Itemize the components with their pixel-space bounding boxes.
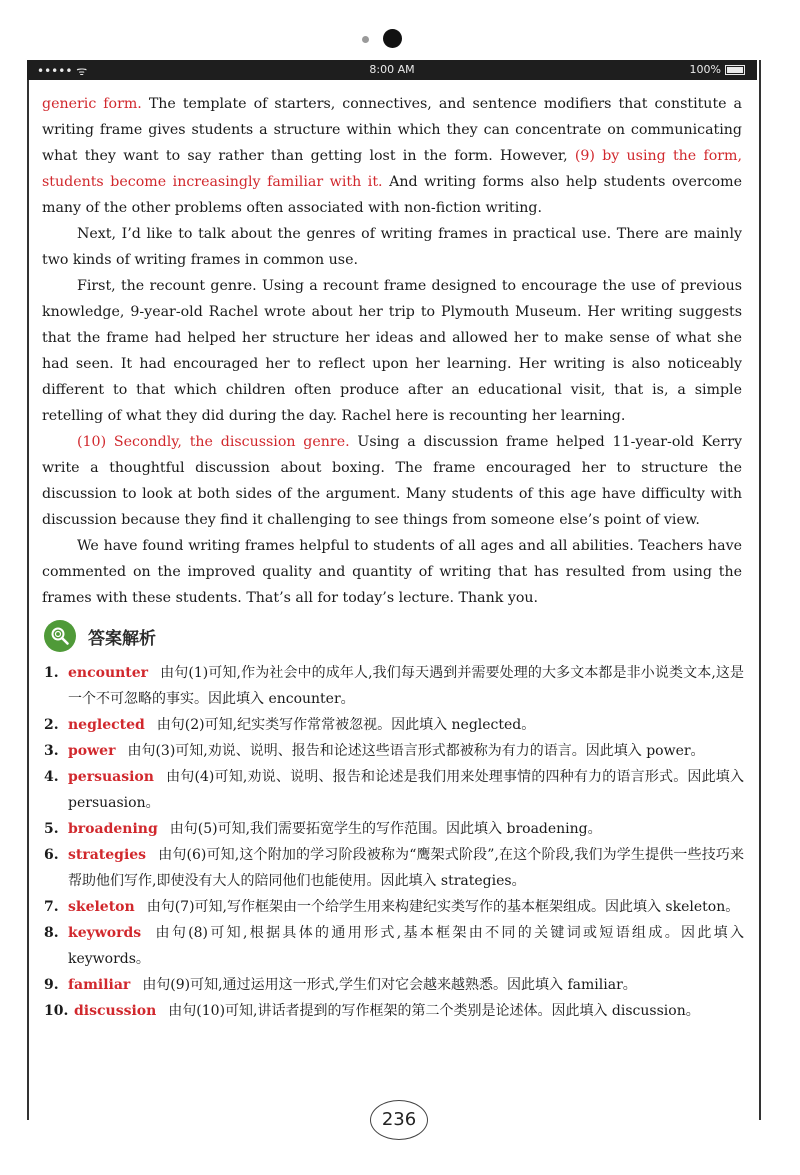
magnifier-icon <box>44 620 76 652</box>
answer-body <box>68 764 744 816</box>
section-title: 答案解析 <box>88 628 156 649</box>
battery-percent: 100% <box>689 63 721 76</box>
answer-number: 1. <box>44 665 59 681</box>
answer-explanation: 由句(3)可知,劝说、说明、报告和论述这些语言形式都被称为有力的语言。因此填入 power。 <box>127 743 705 759</box>
answer-number: 6. <box>44 847 59 863</box>
passage-paragraph <box>42 429 742 533</box>
passage-text <box>42 91 742 611</box>
battery-icon <box>725 65 745 75</box>
section-header <box>44 620 156 652</box>
answer-body <box>68 660 744 712</box>
status-bar <box>27 60 757 80</box>
answer-explanation: 由句(1)可知,作为社会中的成年人,我们每天遇到并需要处理的大多文本都是非小说类文本,这是一个不可忽略的事实。因此填入 encounter。 <box>68 665 744 707</box>
camera-lens <box>383 29 402 48</box>
answer-item <box>44 738 744 764</box>
answer-item <box>44 894 744 920</box>
battery-indicator <box>690 63 745 76</box>
answer-item <box>44 816 744 842</box>
answer-keyword: power <box>68 743 116 759</box>
answer-body <box>74 998 744 1024</box>
passage-span: Using a discussion frame helped 11-year-old Kerry write a thoughtful discussion about boxing. The frame encouraged her to structure the discussion to look at both sides of the argument. Many students of this age have difficulty with discussion because they find it challenging to see things from someone else’s point of view. <box>42 434 742 528</box>
answer-explanation: 由句(4)可知,劝说、说明、报告和论述是我们用来处理事情的四种有力的语言形式。因此填入 persuasion。 <box>68 769 744 811</box>
answer-number: 10. <box>44 1003 69 1019</box>
answer-explanation: 由句(7)可知,写作框架由一个给学生用来构建纪实类写作的基本框架组成。因此填入 skeleton。 <box>146 899 740 915</box>
answer-body <box>68 842 744 894</box>
answer-list <box>44 660 744 1024</box>
highlighted-sentence: generic form. <box>42 96 142 112</box>
passage-paragraph <box>42 221 742 273</box>
answer-number: 7. <box>44 899 59 915</box>
answer-keyword: encounter <box>68 665 149 681</box>
passage-span: And writing forms also help students overcome many of the other problems often associated with non-fiction writing. <box>42 174 742 216</box>
answer-item <box>44 972 744 998</box>
passage-paragraph <box>42 91 742 221</box>
passage-span: We have found writing frames helpful to students of all ages and all abilities. Teachers have commented on the improved quality and quantity of writing that has resulted from using the frames with these students. That’s all for today’s lecture. Thank you. <box>42 538 742 606</box>
answer-item <box>44 764 744 816</box>
answer-number: 5. <box>44 821 59 837</box>
answer-keyword: discussion <box>74 1003 157 1019</box>
highlighted-sentence: (10) Secondly, the discussion genre. <box>77 434 350 450</box>
answer-keyword: neglected <box>68 717 145 733</box>
signal-icon: ••••• ᯤ <box>37 64 88 78</box>
answer-number: 2. <box>44 717 59 733</box>
answer-body <box>68 972 744 998</box>
answer-number: 8. <box>44 925 59 941</box>
answer-explanation: 由句(5)可知,我们需要拓宽学生的写作范围。因此填入 broadening。 <box>169 821 602 837</box>
answer-explanation: 由句(2)可知,纪实类写作常常被忽视。因此填入 neglected。 <box>156 717 536 733</box>
status-time: 8:00 AM <box>369 63 415 76</box>
answer-explanation: 由句(8)可知,根据具体的通用形式,基本框架由不同的关键词或短语组成。因此填入 keywords。 <box>68 925 744 967</box>
answer-item <box>44 660 744 712</box>
answer-item <box>44 998 744 1024</box>
highlighted-sentence: (9) by using the form, students become increasingly familiar with it. <box>42 148 742 190</box>
answer-body <box>68 738 744 764</box>
answer-keyword: skeleton <box>68 899 135 915</box>
answer-number: 4. <box>44 769 59 785</box>
answer-keyword: strategies <box>68 847 147 863</box>
answer-body <box>68 894 744 920</box>
camera-bar <box>0 28 800 48</box>
passage-span: The template of starters, connectives, and sentence modifiers that constitute a writing frame gives students a structure within which they can concentrate on communicating what they want to say rather than getting lost in the form. However, <box>42 96 743 164</box>
answer-explanation: 由句(9)可知,通过运用这一形式,学生们对它会越来越熟悉。因此填入 familiar。 <box>142 977 637 993</box>
answer-item <box>44 920 744 972</box>
answer-item <box>44 712 744 738</box>
answer-item <box>44 842 744 894</box>
answer-body <box>68 712 744 738</box>
answer-body <box>68 920 744 972</box>
answer-keyword: persuasion <box>68 769 154 785</box>
passage-paragraph <box>42 273 742 429</box>
answer-keyword: broadening <box>68 821 158 837</box>
answer-number: 3. <box>44 743 59 759</box>
answer-number: 9. <box>44 977 59 993</box>
answer-body <box>68 816 744 842</box>
answer-explanation: 由句(10)可知,讲话者提到的写作框架的第二个类别是论述体。因此填入 discussion。 <box>168 1003 700 1019</box>
page-number: 236 <box>370 1100 428 1140</box>
answer-explanation: 由句(6)可知,这个附加的学习阶段被称为“鹰架式阶段”,在这个阶段,我们为学生提供一些技巧来帮助他们写作,即使没有大人的陪同他们也能使用。因此填入 strategies。 <box>68 847 744 889</box>
passage-paragraph <box>42 533 742 611</box>
passage-span: Next, I’d like to talk about the genres of writing frames in practical use. There are mainly two kinds of writing frames in common use. <box>42 226 742 268</box>
passage-span: First, the recount genre. Using a recount frame designed to encourage the use of previous knowledge, 9-year-old Rachel wrote about her trip to Plymouth Museum. Her writing suggests that the frame had helped her structure her ideas and allowed her to make sense of what she had seen. It had encouraged her to reflect upon her learning. Her writing is also noticeably different to that which children often produce after an educational visit, that is, a simple retelling of what they did during the day. Rachel here is recounting her learning. <box>42 278 742 424</box>
answer-keyword: familiar <box>68 977 131 993</box>
answer-keyword: keywords <box>68 925 142 941</box>
sensor-dot <box>362 36 369 43</box>
